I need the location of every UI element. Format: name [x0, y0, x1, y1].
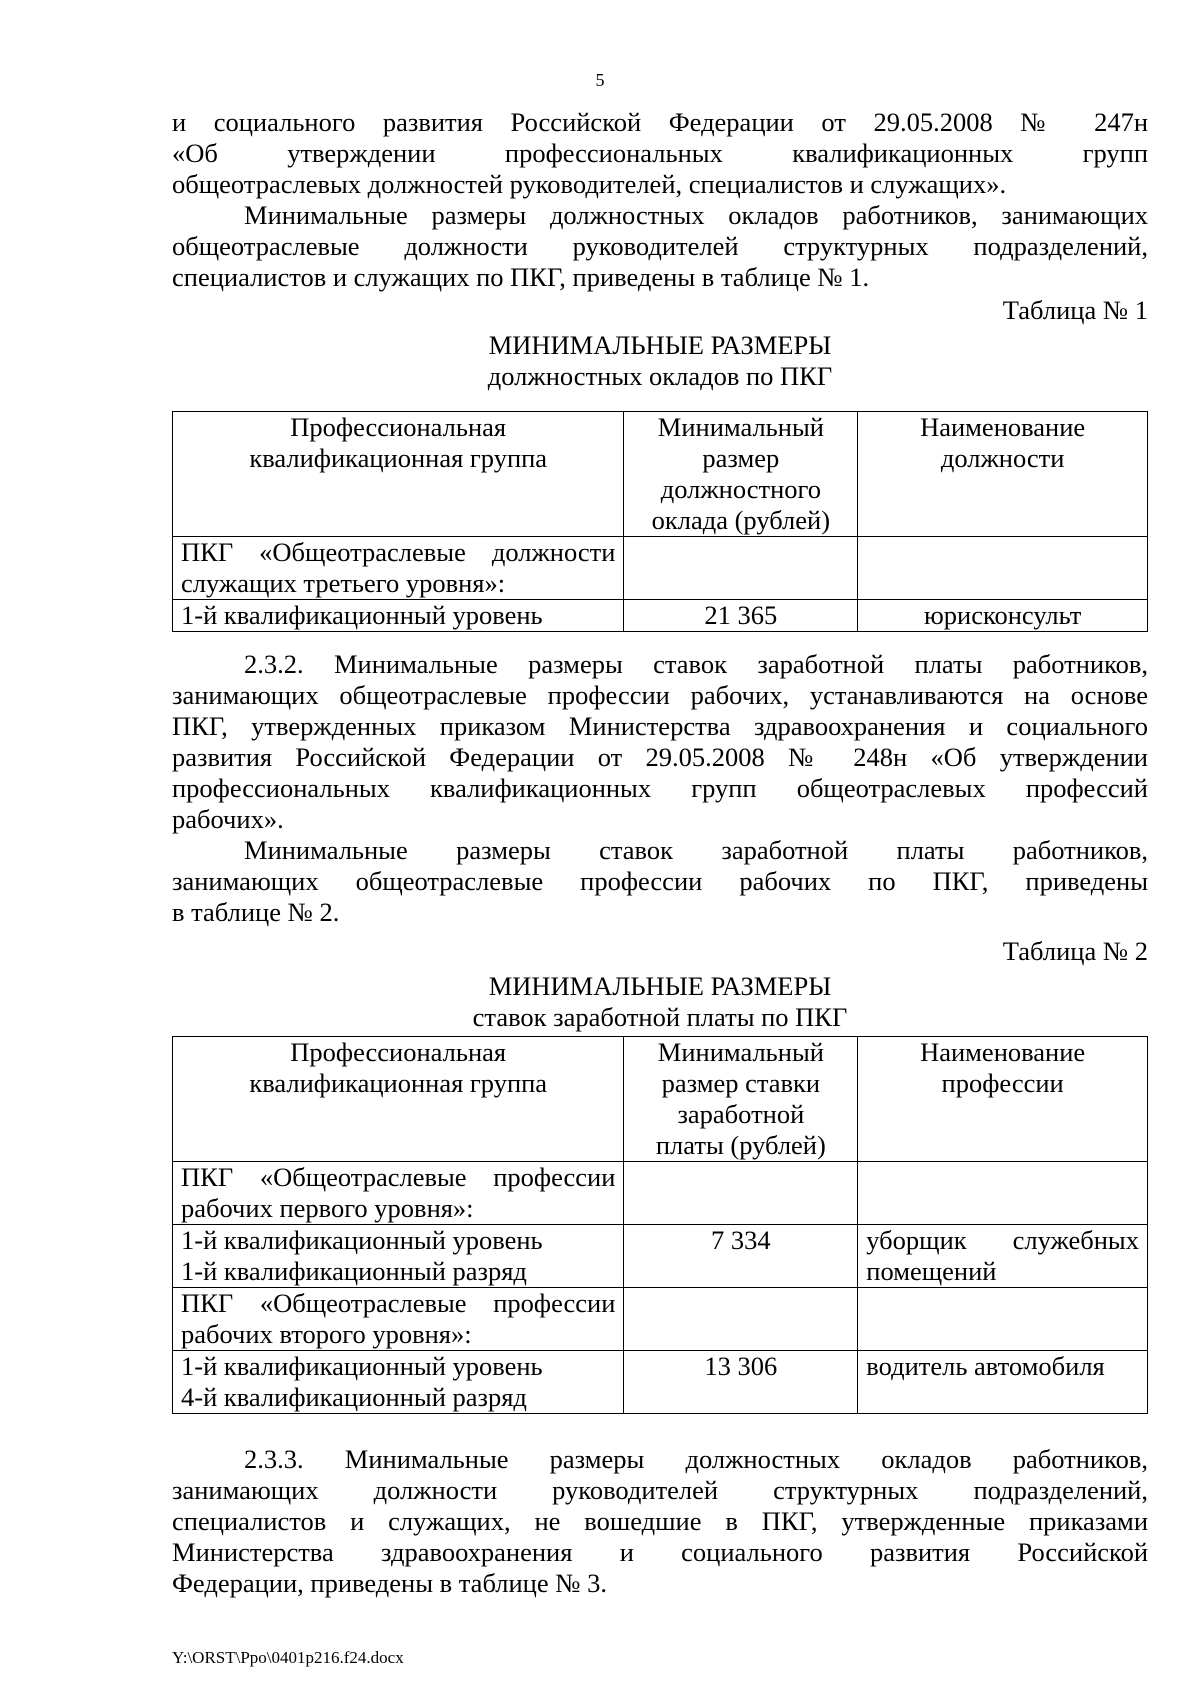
header-cell: Наименование профессии [858, 1037, 1148, 1162]
file-path-footer: Y:\ORST\Ppo\0401p216.f24.docx [172, 1648, 404, 1667]
position-cell: юрисконсульт [858, 600, 1148, 632]
table-row [173, 1288, 1148, 1351]
empty-cell [624, 537, 858, 600]
table-row [173, 1162, 1148, 1225]
text-line: Минимальные размеры должностных окладов работников, занимающих [244, 200, 1148, 230]
table2 [172, 1036, 1148, 1414]
text-line: профессиональных квалификационных групп общеотраслевых профессий [172, 773, 1148, 803]
text-line: занимающих общеотраслевые профессии рабочих, устанавливаются на основе [172, 680, 1148, 710]
text-line: Федерации, приведены в таблице № 3. [172, 1568, 608, 1598]
text-line: Министерства здравоохранения и социального развития Российской [172, 1537, 1148, 1567]
header-cell: Минимальный размер ставки заработной платы (рублей) [624, 1037, 858, 1162]
text-line: общеотраслевых должностей руководителей, специалистов и служащих». [172, 169, 1007, 199]
text-line: развития Российской Федерации от 29.05.2008 № 248н «Об утверждении [172, 742, 1148, 772]
header-cell: Профессиональная квалификационная группа [173, 1037, 624, 1162]
text-line: общеотраслевые должности руководителей структурных подразделений, [172, 231, 1148, 261]
header-cell: Минимальный размер должностного оклада (рублей) [624, 412, 858, 537]
empty-cell [624, 1162, 858, 1225]
empty-cell [858, 1288, 1148, 1351]
header-cell: Наименование должности [858, 412, 1148, 537]
level-cell: 1-й квалификационный уровень 4-й квалификационный разряд [173, 1351, 624, 1414]
text-line: «Об утверждении профессиональных квалификационных групп [172, 138, 1148, 168]
group-cell: ПКГ «Общеотраслевые должности служащих третьего уровня»: [173, 537, 624, 600]
text-line: в таблице № 2. [172, 897, 340, 927]
table-header-row [173, 412, 1148, 537]
level-cell: 1-й квалификационный уровень 1-й квалификационный разряд [173, 1225, 624, 1288]
section-232 [172, 649, 1148, 1033]
table1-title: МИНИМАЛЬНЫЕ РАЗМЕРЫ [488, 330, 832, 360]
level-cell: 1-й квалификационный уровень [173, 600, 624, 632]
amount-cell: 7 334 [624, 1225, 858, 1288]
text-line: занимающих должности руководителей структурных подразделений, [172, 1475, 1148, 1505]
table2-subtitle: ставок заработной платы по ПКГ [472, 1002, 848, 1032]
table1-label: Таблица № 1 [1002, 295, 1148, 325]
profession-cell: водитель автомобиля [858, 1351, 1148, 1414]
text-line: ПКГ, утвержденных приказом Министерства здравоохранения и социального [172, 711, 1148, 741]
header-cell: Профессиональная квалификационная группа [173, 412, 624, 537]
table1-subtitle: должностных окладов по ПКГ [487, 361, 833, 391]
profession-cell: уборщик служебных помещений [858, 1225, 1148, 1288]
text-line: занимающих общеотраслевые профессии рабочих по ПКГ, приведены [172, 866, 1148, 896]
amount-cell: 21 365 [624, 600, 858, 632]
empty-cell [858, 537, 1148, 600]
amount-cell: 13 306 [624, 1351, 858, 1414]
table-row [173, 1351, 1148, 1414]
intro-paragraph [172, 107, 1148, 392]
table-header-row [173, 1037, 1148, 1162]
empty-cell [624, 1288, 858, 1351]
table-row [173, 537, 1148, 600]
text-line: и социального развития Российской Федерации от 29.05.2008 № 247н [172, 107, 1148, 137]
section-233 [172, 1444, 1148, 1599]
text-line: Минимальные размеры ставок заработной платы работников, [244, 835, 1148, 865]
text-line: 2.3.3. Минимальные размеры должностных окладов работников, [244, 1444, 1148, 1474]
table2-label: Таблица № 2 [1002, 936, 1148, 966]
page-number: 5 [595, 70, 605, 90]
group-cell: ПКГ «Общеотраслевые профессии рабочих второго уровня»: [173, 1288, 624, 1351]
table1 [172, 411, 1148, 632]
table2-title: МИНИМАЛЬНЫЕ РАЗМЕРЫ [488, 971, 832, 1001]
text-line: специалистов и служащих, не вошедшие в ПКГ, утвержденные приказами [172, 1506, 1148, 1536]
group-cell: ПКГ «Общеотраслевые профессии рабочих первого уровня»: [173, 1162, 624, 1225]
text-line: 2.3.2. Минимальные размеры ставок заработной платы работников, [244, 649, 1148, 679]
table-row [173, 1225, 1148, 1288]
empty-cell [858, 1162, 1148, 1225]
text-line: рабочих». [172, 804, 284, 834]
text-line: специалистов и служащих по ПКГ, приведены в таблице № 1. [172, 262, 870, 292]
table-row [173, 600, 1148, 632]
